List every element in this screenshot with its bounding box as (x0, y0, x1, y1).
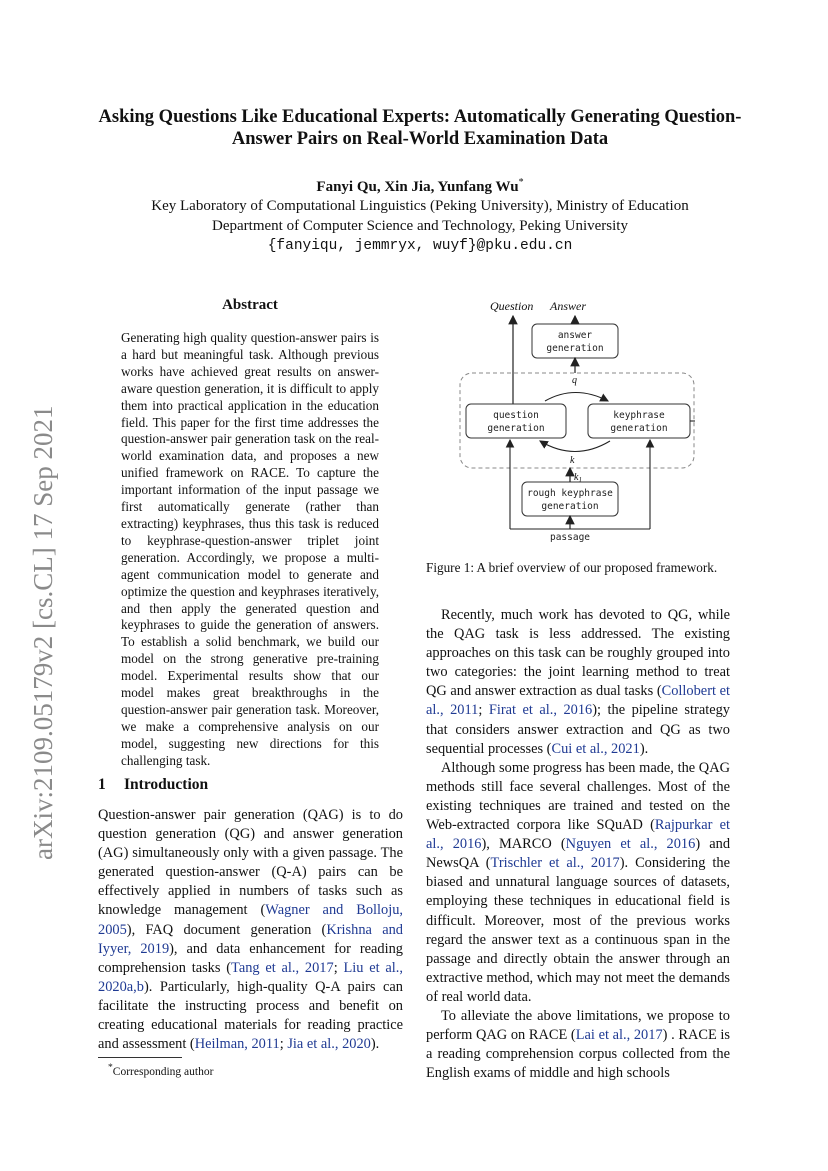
right-paragraph-1: Recently, much work has devoted to QG, while the QAG task is less addressed. The existing approaches on this task can be roughly grouped into two categories: the joint learning method to treat QG and answer extraction as dual tasks (Collobert et al., 2011; Firat et al., 2016); the pipeline strategy that considers answer extraction and QG as two sequential processes (Cui et al., 2021). (426, 607, 731, 757)
citation-link[interactable]: Heilman, 2011 (194, 1036, 280, 1053)
figure-caption: Figure 1: A brief overview of our proposed framework. (426, 560, 718, 575)
citation-link[interactable]: Krishna and Iyyer, 2019 (98, 921, 403, 957)
citation-link[interactable]: Trischler et al., 2017 (490, 855, 620, 872)
q-label: q (572, 375, 577, 386)
keyphrase-gen-label-2: generation (610, 423, 668, 434)
author-footnote-mark: * (518, 177, 524, 188)
right-paragraph-3: To alleviate the above limitations, we propose to perform QAG on RACE (Lai et al., 2017) . RACE is a reading comprehension corpus collected from the English exams of middle and high schools (426, 1007, 730, 1082)
section-number: 1 (98, 776, 106, 793)
authors-text: Fanyi Qu, Xin Jia, Yunfang Wu (316, 179, 519, 195)
citation-link[interactable]: Tang et al., 2017 (231, 959, 334, 976)
citation-link[interactable]: Firat et al., 2016 (488, 702, 593, 719)
citation-link[interactable]: Rajpurkar et al., 2016 (426, 817, 730, 853)
footnote-mark: * (108, 1062, 113, 1073)
arxiv-id: arXiv:2109.05179v2 [cs.CL] 17 Sep 2021 (28, 405, 58, 860)
right-paragraph-2: Although some progress has been made, the QAG methods still face several challenges. Most of the existing techniques are trained and tested on the Web-extracted corpora like SQuAD (Rajpurkar et al., 2016), MARCO (Nguyen et al., 2016) and NewsQA (Trischler et al., 2017). Considering the biased and unnatural language sources of datasets, employing these techniques in educational field is difficult. Moreover, most of the previous works regard the answer text as a continuous span in the passage and directly obtain the answer through an extractive method, which may not meet the demands of real world data. (426, 759, 731, 1005)
section-heading-introduction (98, 776, 208, 794)
answer-gen-label-2: generation (546, 343, 604, 354)
affiliations (90, 196, 750, 256)
right-column-body (426, 606, 730, 1083)
q-message-arrow (545, 393, 608, 402)
citation-link[interactable]: Wagner and Bolloju, 2005 (98, 902, 404, 938)
citation-link[interactable]: Liu et al., 2020a,b (98, 959, 403, 995)
citation-link[interactable]: Nguyen et al., 2016 (565, 836, 696, 853)
abstract-text: Generating high quality question-answer pairs is a hard but meaningful task. Although previous works have achieved great results on answer-aware question generation, it is difficult to apply them into practical application in the education field. This paper for the first time addresses the question-answer pair generation task on the real-world examination data, and proposes a new unified framework on RACE. To capture the important information of the input passage we first automatically generate (rather than extracting) keyphrases, thus this task is reduced to keyphrase-question-answer triplet joint generation. Accordingly, we propose a multi-agent communication model to generate and optimize the question and keyphrases iteratively, and then apply the generated question and keyphrases to guide the generation of answers. To establish a solid benchmark, we build our model on the strong generative pre-training model. Experimental results show that our model makes great breakthroughs in the question-answer pair generation task. Moreover, we make a comprehensive analysis on our model, suggesting new directions for this challenging task. (121, 330, 379, 768)
answer-output-label: Answer (550, 299, 586, 313)
footnote-rule (98, 1057, 182, 1058)
rough-gen-label-2: generation (541, 501, 599, 512)
abstract-heading: Abstract (222, 297, 278, 313)
k1-label: $k_1$ (574, 472, 582, 484)
framework-figure (450, 296, 720, 548)
citation-link[interactable]: Jia et al., 2020 (287, 1036, 371, 1053)
affiliation-2: Department of Computer Science and Technology, Peking University (212, 218, 628, 234)
author-email: {fanyiqu, jemmryx, wuyf}@pku.edu.cn (267, 238, 573, 254)
k-message-arrow (540, 441, 610, 452)
question-gen-label-1: question (493, 410, 539, 421)
k-label: k (570, 455, 575, 466)
footnote (108, 1062, 213, 1078)
footnote-text: Corresponding author (112, 1065, 214, 1078)
introduction-body (98, 806, 403, 1054)
rough-gen-label-1: rough keyphrase (527, 488, 613, 499)
arxiv-stamp (22, 370, 62, 860)
question-gen-label-2: generation (487, 423, 545, 434)
citation-link[interactable]: Lai et al., 2017 (575, 1027, 663, 1044)
author-list (90, 177, 750, 196)
affiliation-1: Key Laboratory of Computational Linguistics (Peking University), Ministry of Education (151, 198, 689, 214)
keyphrase-gen-label-1: keyphrase (613, 410, 665, 421)
intro-paragraph-1: Question-answer pair generation (QAG) is to do question generation (QG) and answer generation (AG) simultaneously only with a given passage. The generated question-answer (Q-A) pairs can be effectively applied in numbers of tasks such as knowledge management (Wagner and Bolloju, 2005), FAQ document generation (Krishna and Iyyer, 2019), and data enhancement for reading comprehension tasks (Tang et al., 2017; Liu et al., 2020a,b). Particularly, high-quality Q-A pairs can facilitate the instructing process and benefit on creating educational materials for reading practice and assessment (Heilman, 2011; Jia et al., 2020). (98, 807, 404, 1053)
paper-title: Asking Questions Like Educational Experts: Automatically Generating Question-Answer Pairs on Real-World Examination Data (98, 107, 742, 149)
citation-link[interactable]: Cui et al., 2021 (551, 740, 640, 757)
passage-label: passage (549, 532, 591, 543)
citation-link[interactable]: Collobert et al., 2011 (426, 683, 731, 719)
question-output-label: Question (490, 299, 534, 313)
answer-gen-label-1: answer (557, 330, 593, 341)
section-title-text: Introduction (124, 776, 209, 793)
